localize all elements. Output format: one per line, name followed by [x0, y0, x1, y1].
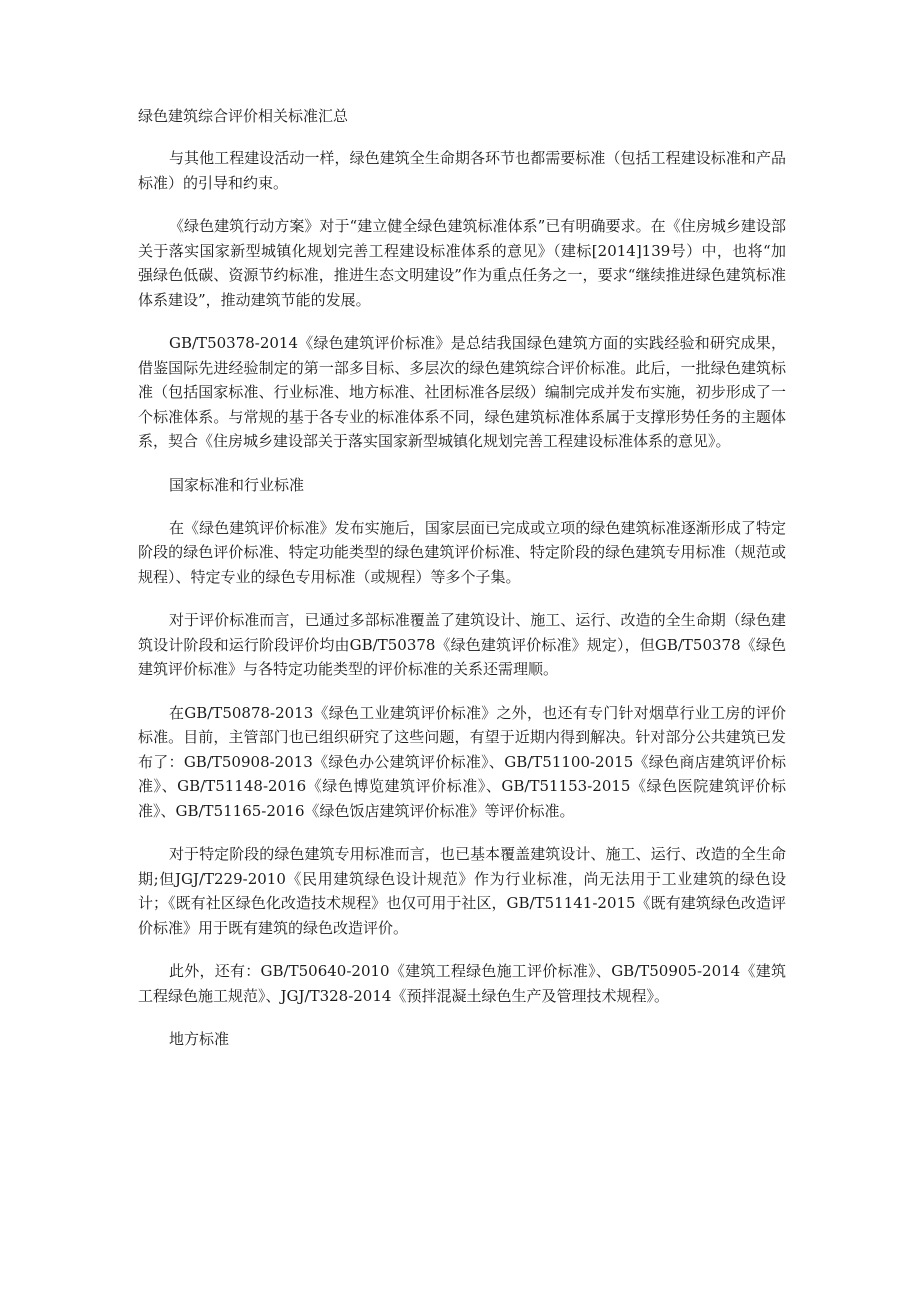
paragraph-intro: 与其他工程建设活动一样，绿色建筑全生命期各环节也都需要标准（包括工程建设标准和产品标准）的引导和约束。 — [138, 149, 786, 192]
paragraph-evaluation-standards: 对于评价标准而言，已通过多部标准覆盖了建筑设计、施工、运行、改造的全生命期（绿色建筑设计阶段和运行阶段评价均由GB/T50378《绿色建筑评价标准》规定），但GB/T50378《绿色建筑评价标准》与各特定功能类型的评价标准的关系还需理顺。 — [138, 611, 786, 678]
paragraph-gb50378: GB/T50378-2014《绿色建筑评价标准》是总结我国绿色建筑方面的实践经验和研究成果，借鉴国际先进经验制定的第一部多目标、多层次的绿色建筑综合评价标准。此后，一批绿色建筑标准（包括国家标准、行业标准、地方标准、社团标准各层级）编制完成并发布实施，初步形成了一个标准体系。与常规的基于各专业的标准体系不同，绿色建筑标准体系属于支撑形势任务的主题体系，契合《住房城乡建设部关于落实国家新型城镇化规划完善工程建设标准体系的意见》。 — [138, 334, 786, 450]
paragraph-national-subsets: 在《绿色建筑评价标准》发布实施后，国家层面已完成或立项的绿色建筑标准逐渐形成了特定阶段的绿色评价标准、特定功能类型的绿色建筑评价标准、特定阶段的绿色建筑专用标准（规范或规程）、特定专业的绿色专用标准（或规程）等多个子集。 — [138, 518, 786, 586]
section-heading-national: 国家标准和行业标准 — [169, 475, 305, 494]
paragraph-stage-specific: 对于特定阶段的绿色建筑专用标准而言，也已基本覆盖建筑设计、施工、运行、改造的全生命期;但JGJ/T229-2010《民用建筑绿色设计规范》作为行业标准，尚无法用于工业建筑的绿色设计；《既有社区绿色化改造技术规程》也仅可用于社区，GB/T51141-2015《既有建筑绿色改造评价标准》用于既有建筑的绿色改造评价。 — [138, 845, 786, 937]
paragraph-public-buildings: 在GB/T50878-2013《绿色工业建筑评价标准》之外，也还有专门针对烟草行业工房的评价标准。目前，主管部门也已组织研究了这些问题，有望于近期内得到解决。针对部分公共建筑已发布了：GB/T50908-2013《绿色办公建筑评价标准》、GB/T51100-2015《绿色商店建筑评价标准》、GB/T51148-2016《绿色博览建筑评价标准》、GB/T51153-2015《绿色医院建筑评价标准》、GB/T51165-2016《绿色饭店建筑评价标准》等评价标准。 — [138, 703, 786, 820]
paragraph-additional: 此外，还有：GB/T50640-2010《建筑工程绿色施工评价标准》、GB/T50905-2014《建筑工程绿色施工规范》、JGJ/T328-2014《预拌混凝土绿色生产及管理技术规程》。 — [138, 962, 786, 1005]
document-title: 绿色建筑综合评价相关标准汇总 — [138, 107, 349, 125]
section-heading-local: 地方标准 — [169, 1030, 230, 1048]
document-page — [138, 104, 786, 1070]
paragraph-action-plan: 《绿色建筑行动方案》对于“建立健全绿色建筑标准体系”已有明确要求。在《住房城乡建设部关于落实国家新型城镇化规划完善工程建设标准体系的意见》（建标[2014]139号）中，也将“加强绿色低碳、资源节约标准，推进生态文明建设”作为重点任务之一，要求“继续推进绿色建筑标准体系建设”，推动建筑节能的发展。 — [138, 217, 786, 309]
